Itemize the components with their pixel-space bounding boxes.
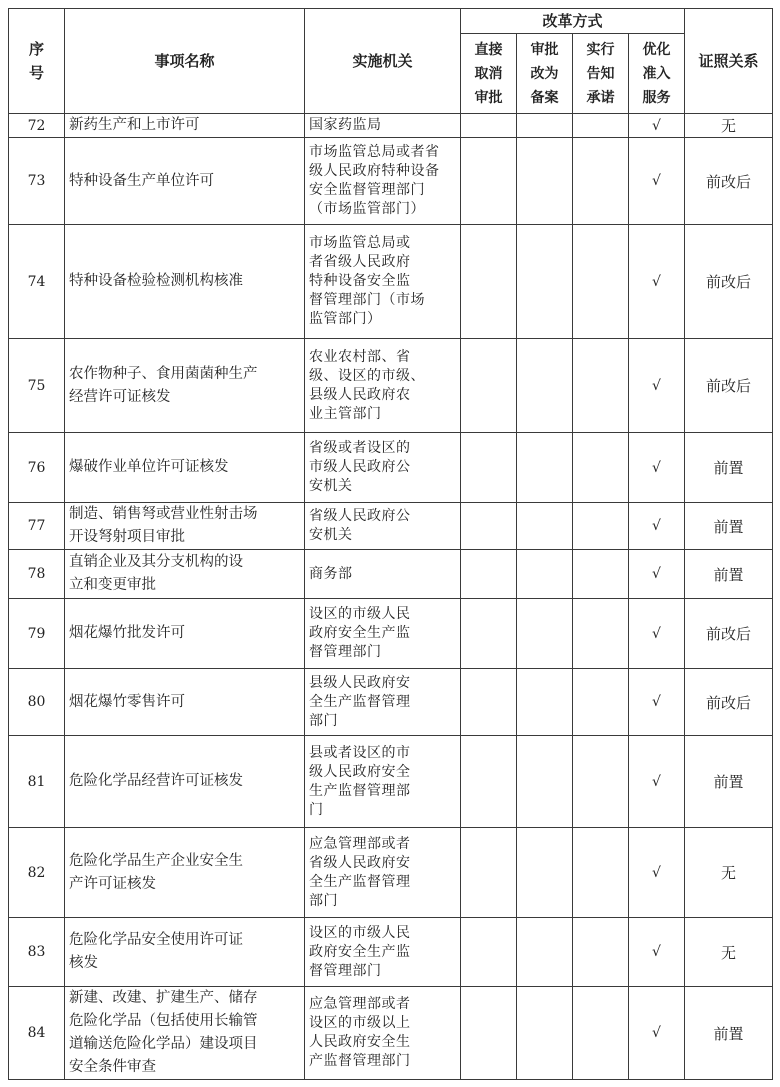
agency-line: 安全监督管理部门 [309,182,425,198]
row-item-name-cell [65,550,305,599]
agency-line: 监管部门） [309,311,382,327]
row-seq-cell: 82 [9,828,65,918]
header-method-cancel-line: 取消 [474,65,503,82]
row-seq-cell: 80 [9,669,65,736]
header-method-cancel-line: 直接 [474,41,503,58]
method-cancel-cell [461,433,517,503]
method-cancel-cell [461,114,517,138]
row-item-name-cell [65,828,305,918]
header-seq-line-2: 号 [28,64,44,82]
header-method-cancel [461,34,517,114]
header-method-record-line: 备案 [530,89,559,106]
agency-line: 市场监管总局或 [309,235,411,251]
method-optimize-check: √ [629,225,685,339]
agency-line: 县级人民政府农 [309,386,411,403]
row-seq-cell: 83 [9,918,65,987]
method-notify-cell [573,599,629,669]
method-cancel-cell [461,736,517,828]
row-seq-cell: 76 [9,433,65,503]
method-optimize-check: √ [629,828,685,918]
table-row [9,339,773,433]
agency-line: 应急管理部或者 [309,996,411,1012]
table-row [9,669,773,736]
method-record-cell [517,828,573,918]
license-relation-cell: 前置 [685,987,773,1080]
item-name-line: 新药生产和上市许可 [69,117,200,133]
method-notify-cell [573,503,629,550]
agency-line: 门 [309,801,324,818]
method-notify-cell [573,736,629,828]
item-name-line: 农作物种子、食用菌菌种生产 [69,365,258,382]
row-agency-cell [305,225,461,339]
table-row [9,599,773,669]
method-cancel-cell [461,828,517,918]
item-name-line: 制造、销售弩或营业性射击场 [69,506,258,522]
agency-line: 级人民政府安全 [309,763,411,780]
header-method-record-line: 审批 [530,41,559,58]
row-agency-cell [305,669,461,736]
header-method-optimize [629,34,685,114]
table-row [9,225,773,339]
method-cancel-cell [461,599,517,669]
agency-line: 督管理部门（市场 [309,292,425,308]
agency-line: 政府安全生产监 [309,943,411,960]
item-name-line: 烟花爆竹零售许可 [69,693,185,710]
header-license-relation: 证照关系 [685,9,773,114]
method-notify-cell [573,918,629,987]
method-optimize-check: √ [629,736,685,828]
item-name-line: 特种设备检验检测机构核准 [69,273,243,289]
license-relation-cell: 前改后 [685,225,773,339]
row-agency-cell [305,433,461,503]
license-relation-cell: 无 [685,828,773,918]
agency-line: 农业农村部、省 [309,348,411,365]
license-relation-cell: 前置 [685,433,773,503]
table-row [9,987,773,1080]
row-item-name-cell [65,918,305,987]
method-notify-cell [573,550,629,599]
method-optimize-check: √ [629,918,685,987]
agency-line: 县级人民政府安 [309,674,411,691]
item-name-line: 经营许可证核发 [69,388,171,405]
item-name-line: 开设弩射项目审批 [69,529,185,545]
header-method-optimize-line: 服务 [642,89,671,106]
item-name-line: 道输送危险化学品）建设项目 [69,1036,258,1052]
license-relation-cell: 前改后 [685,339,773,433]
agency-line: 省级人民政府安 [309,854,411,871]
method-record-cell [517,599,573,669]
row-agency-cell [305,114,461,138]
header-method-record [517,34,573,114]
method-optimize-check: √ [629,138,685,225]
agency-line: 设区的市级人民 [309,924,411,941]
method-optimize-check: √ [629,114,685,138]
header-method-notify-line: 实行 [586,41,615,58]
row-seq-cell: 73 [9,138,65,225]
method-notify-cell [573,669,629,736]
row-item-name-cell [65,669,305,736]
row-agency-cell [305,736,461,828]
row-seq-cell: 74 [9,225,65,339]
agency-line: 政府安全生产监 [309,625,411,641]
license-relation-cell: 前改后 [685,599,773,669]
agency-line: 特种设备安全监 [309,273,411,289]
agency-line: 安机关 [309,527,353,543]
item-name-line: 危险化学品经营许可证核发 [69,773,243,789]
row-seq-cell: 81 [9,736,65,828]
method-notify-cell [573,339,629,433]
agency-line: 安机关 [309,478,353,494]
table-row [9,918,773,987]
row-item-name-cell [65,114,305,138]
agency-line: 县或者设区的市 [309,744,411,761]
item-name-line: 产许可证核发 [69,875,156,892]
header-seq-line-1: 序 [28,40,44,58]
item-name-line: 危险化学品生产企业安全生 [69,852,243,869]
item-name-line: 新建、改建、扩建生产、储存 [69,990,258,1006]
item-name-line: 烟花爆竹批发许可 [69,625,185,641]
method-record-cell [517,918,573,987]
method-notify-cell [573,987,629,1080]
method-record-cell [517,503,573,550]
agency-line: 人民政府安全生 [309,1034,411,1050]
agency-line: 生产监督管理部 [309,782,411,799]
table-row [9,138,773,225]
row-item-name-cell [65,433,305,503]
table-row [9,736,773,828]
agency-line: 市级人民政府公 [309,459,411,475]
agency-line: 全生产监督管理 [309,873,411,890]
agency-line: 市场监管总局或者省 [309,144,440,160]
license-relation-cell: 前改后 [685,669,773,736]
agency-line: 者省级人民政府 [309,254,411,270]
item-name-line: 安全条件审查 [69,1059,156,1075]
license-relation-cell: 无 [685,918,773,987]
row-seq-cell: 78 [9,550,65,599]
method-notify-cell [573,114,629,138]
method-record-cell [517,550,573,599]
agency-line: 设区的市级以上 [309,1015,411,1031]
agency-line: 级、设区的市级、 [309,367,425,384]
item-name-line: 爆破作业单位许可证核发 [69,459,229,475]
method-record-cell [517,225,573,339]
method-cancel-cell [461,918,517,987]
method-record-cell [517,138,573,225]
method-record-cell [517,433,573,503]
row-seq-cell: 79 [9,599,65,669]
header-method-record-line: 改为 [530,65,559,82]
agency-line: 省级人民政府公 [309,508,411,524]
row-agency-cell [305,828,461,918]
agency-line: （市场监管部门） [309,201,425,217]
method-notify-cell [573,138,629,225]
method-optimize-check: √ [629,339,685,433]
method-record-cell [517,669,573,736]
header-method-notify-line: 告知 [586,65,615,82]
method-cancel-cell [461,550,517,599]
header-reform-method: 改革方式 [461,9,685,34]
agency-line: 省级或者设区的 [309,440,411,456]
method-notify-cell [573,828,629,918]
agency-line: 商务部 [309,565,353,582]
agency-line: 产监督管理部门 [309,1053,411,1069]
agency-line: 业主管部门 [309,405,382,422]
item-name-line: 特种设备生产单位许可 [69,172,214,189]
license-relation-cell: 前改后 [685,138,773,225]
row-item-name-cell [65,736,305,828]
method-record-cell [517,736,573,828]
method-cancel-cell [461,339,517,433]
method-notify-cell [573,433,629,503]
method-record-cell [517,987,573,1080]
method-notify-cell [573,225,629,339]
item-name-line: 危险化学品安全使用许可证 [69,932,243,948]
method-record-cell [517,339,573,433]
row-seq-cell: 75 [9,339,65,433]
row-agency-cell [305,918,461,987]
item-name-line: 危险化学品（包括使用长输管 [69,1013,258,1029]
row-seq-cell: 77 [9,503,65,550]
row-agency-cell [305,550,461,599]
method-cancel-cell [461,138,517,225]
license-relation-cell: 无 [685,114,773,138]
method-record-cell [517,114,573,138]
method-optimize-check: √ [629,503,685,550]
table-body [9,114,773,1080]
row-item-name-cell [65,138,305,225]
reform-items-table [8,8,773,1080]
header-method-notify [573,34,629,114]
row-item-name-cell [65,503,305,550]
table-row [9,433,773,503]
row-agency-cell [305,138,461,225]
header-seq [9,9,65,114]
table-row [9,114,773,138]
table-header [9,9,773,114]
license-relation-cell: 前置 [685,503,773,550]
row-agency-cell [305,599,461,669]
method-optimize-check: √ [629,599,685,669]
agency-line: 应急管理部或者 [309,835,411,852]
row-seq-cell: 84 [9,987,65,1080]
row-agency-cell [305,987,461,1080]
header-method-optimize-line: 优化 [642,41,671,58]
header-method-cancel-line: 审批 [474,89,503,106]
method-optimize-check: √ [629,669,685,736]
agency-line: 设区的市级人民 [309,606,411,622]
agency-line: 督管理部门 [309,962,382,979]
table-row [9,828,773,918]
item-name-line: 直销企业及其分支机构的设 [69,554,243,570]
method-cancel-cell [461,225,517,339]
row-agency-cell [305,339,461,433]
agency-line: 国家药监局 [309,117,382,133]
agency-line: 部门 [309,892,338,909]
agency-line: 级人民政府特种设备 [309,163,440,179]
license-relation-cell: 前置 [685,550,773,599]
row-item-name-cell [65,599,305,669]
row-item-name-cell [65,225,305,339]
row-item-name-cell [65,987,305,1080]
table-row [9,503,773,550]
agency-line: 全生产监督管理 [309,693,411,710]
method-cancel-cell [461,987,517,1080]
header-method-notify-line: 承诺 [586,89,615,106]
header-method-optimize-line: 准入 [642,65,671,82]
header-item-name: 事项名称 [65,9,305,114]
row-seq-cell: 72 [9,114,65,138]
row-agency-cell [305,503,461,550]
header-agency: 实施机关 [305,9,461,114]
row-item-name-cell [65,339,305,433]
method-optimize-check: √ [629,550,685,599]
method-cancel-cell [461,503,517,550]
agency-line: 部门 [309,712,338,729]
method-optimize-check: √ [629,987,685,1080]
agency-line: 督管理部门 [309,644,382,660]
method-cancel-cell [461,669,517,736]
license-relation-cell: 前置 [685,736,773,828]
method-optimize-check: √ [629,433,685,503]
table-row [9,550,773,599]
item-name-line: 核发 [69,955,98,971]
item-name-line: 立和变更审批 [69,577,156,593]
